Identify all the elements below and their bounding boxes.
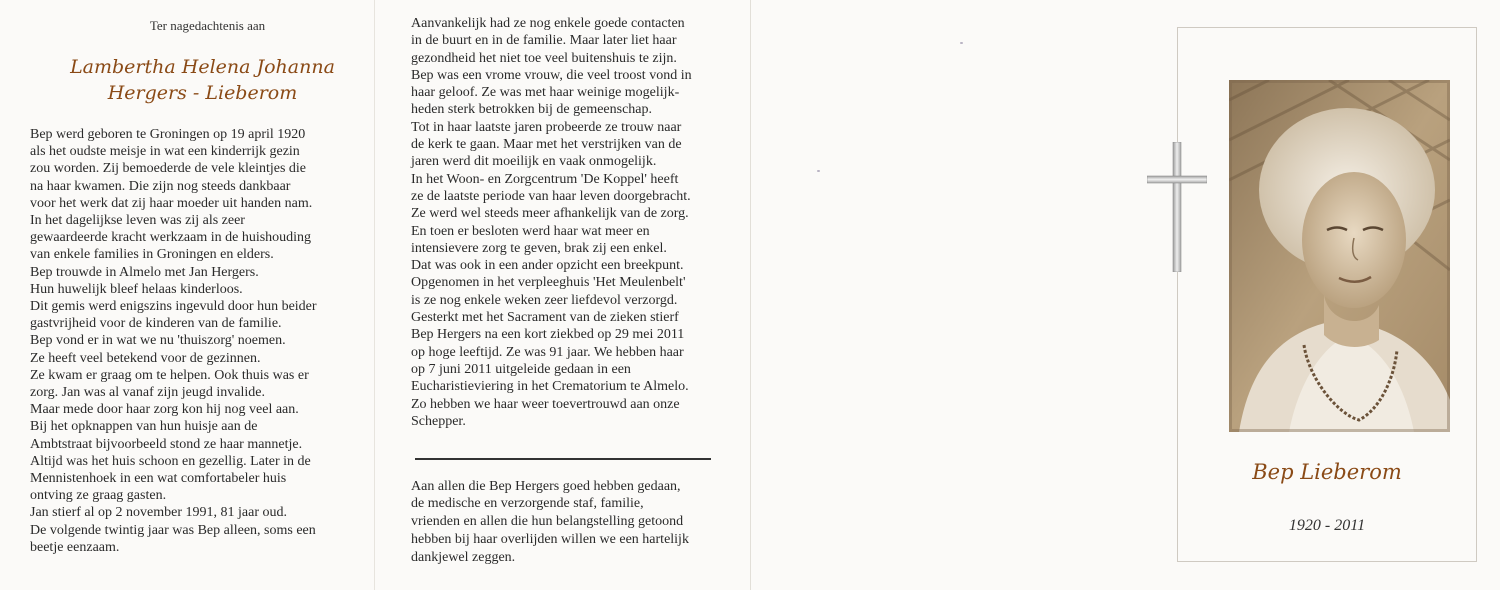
biography-line: Opgenomen in het verpleeghuis 'Het Meulenbelt' (411, 275, 686, 291)
biography-line: in de buurt en in de familie. Maar later liet haar (411, 33, 677, 49)
biography-line: In het dagelijkse leven was zij als zeer (30, 213, 245, 229)
biography-line: intensievere zorg te geven, brak zij een enkel. (411, 240, 667, 256)
biography-line: Ze werd wel steeds meer afhankelijk van de zorg. (411, 206, 689, 222)
biography-line: Mennistenhoek in een wat comfortabeler huis (30, 471, 287, 487)
paper-speck (817, 170, 820, 172)
biography-line: op hoge leeftijd. Ze was 91 jaar. We hebben haar (411, 344, 684, 360)
biography-line: Gesterkt met het Sacrament van de zieken stierf (411, 310, 679, 326)
biography-line: is ze nog enkele weken zeer liefdevol verzorgd. (411, 292, 678, 308)
section-divider (415, 458, 711, 460)
biography-line: als het oudste meisje in wat een kinderrijk gezin (30, 144, 300, 160)
biography-line: Bep was een vrome vrouw, die veel troost vond in (411, 67, 692, 83)
thanks-line: hebben bij haar overlijden willen we een hartelijk (411, 532, 689, 548)
fold-line-left (374, 0, 375, 590)
memorial-intro: Ter nagedachtenis aan (149, 18, 266, 33)
biography-line: Ambtstraat bijvoorbeeld stond ze haar mannetje. (30, 436, 303, 452)
biography-line: na haar kwamen. Die zijn nog steeds dankbaar (30, 178, 291, 194)
fold-line-right (750, 0, 751, 590)
biography-line: Aanvankelijk had ze nog enkele goede contacten (411, 16, 685, 31)
biography-line: zou worden. Zij bemoederde de vele kleintjes die (30, 161, 307, 177)
biography-line: Bep Hergers na een kort ziekbed op 29 mei 2011 (411, 327, 685, 343)
middle-panel (411, 15, 741, 567)
biography-line: Dat was ook in een ander opzicht een breekpunt. (411, 258, 684, 274)
biography-line: Dit gemis werd enigszins ingevuld door hun beider (30, 299, 317, 315)
full-name-line-1: Lambertha Helena Johanna (70, 56, 335, 78)
biography-line: haar geloof. Ze was met haar weinige mogelijk- (411, 85, 680, 101)
left-panel (30, 18, 365, 556)
biography-line: Altijd was het huis schoon en gezellig. Later in de (30, 453, 311, 469)
thanks-line: de medische en verzorgende staf, familie, (411, 496, 644, 512)
biography-line: Jan stierf al op 2 november 1991, 81 jaar oud. (30, 505, 287, 521)
biography-line: Bep trouwde in Almelo met Jan Hergers. (30, 264, 259, 280)
deceased-name: Bep Lieberom (1252, 460, 1402, 484)
biography-line: gezondheid het niet toe veel buitenshuis te zijn. (411, 50, 677, 66)
biography-line: ontving ze graag gasten. (30, 488, 167, 504)
biography-line: Schepper. (411, 413, 466, 429)
portrait-photo (1229, 80, 1450, 432)
biography-line: voor het werk dat zij haar moeder uit handen nam. (30, 195, 313, 211)
thanks-line: Aan allen die Bep Hergers goed hebben gedaan, (411, 478, 681, 494)
biography-line: Zo hebben we haar weer toevertrouwd aan onze (411, 396, 680, 412)
biography-continued-text (411, 15, 741, 430)
biography-line: Maar mede door haar zorg kon hij nog veel aan. (30, 402, 299, 418)
biography-line: gewaardeerde kracht werkzaam in de huishouding (30, 230, 312, 246)
biography-line: op 7 juni 2011 uitgeleide gedaan in een (411, 361, 631, 377)
biography-line: Hun huwelijk bleef helaas kinderloos. (30, 281, 243, 297)
biography-line: Eucharistieviering in het Crematorium te Almelo. (411, 379, 689, 395)
full-name-line-2: Hergers - Lieberom (107, 82, 298, 104)
cross-icon (1147, 142, 1207, 272)
biography-line: Bep werd geboren te Groningen op 19 april 1920 (30, 127, 306, 142)
biography-line: beetje eenzaam. (30, 539, 120, 555)
biography-line: van enkele families in Groningen en elders. (30, 247, 274, 263)
biography-line: de kerk te gaan. Maar met het verstrijken van de (411, 137, 682, 153)
thanks-line: vrienden en allen die hun belangstelling getoond (411, 514, 684, 530)
biography-line: Ze kwam er graag om te helpen. Ook thuis was er (30, 367, 309, 383)
biography-line: jaren werd dit moeilijk en vaak onmogelijk. (411, 154, 657, 170)
biography-line: En toen er besloten werd haar wat meer en (411, 223, 650, 239)
biography-text (30, 126, 365, 556)
biography-line: ze de laatste periode van haar leven doorgebracht. (411, 188, 691, 204)
biography-line: heden sterk betrokken bij de gemeenschap. (411, 102, 653, 118)
thanks-text (411, 478, 741, 567)
paper-speck (960, 42, 963, 44)
biography-line: zorg. Jan was al vanaf zijn jeugd invalide. (30, 385, 265, 401)
biography-line: Tot in haar laatste jaren probeerde ze trouw naar (411, 119, 682, 135)
biography-line: gastvrijheid voor de kinderen van de familie. (30, 316, 282, 332)
biography-line: Ze heeft veel betekend voor de gezinnen. (30, 350, 261, 366)
biography-line: De volgende twintig jaar was Bep alleen, soms een (30, 522, 316, 538)
biography-line: Bij het opknappen van hun huisje aan de (30, 419, 258, 435)
full-name (40, 54, 365, 106)
thanks-line: dankjewel zeggen. (411, 549, 516, 565)
biography-line: In het Woon- en Zorgcentrum 'De Koppel' heeft (411, 171, 679, 187)
biography-line: Bep vond er in wat we nu 'thuiszorg' noemen. (30, 333, 286, 349)
life-years: 1920 - 2011 (1288, 517, 1366, 534)
